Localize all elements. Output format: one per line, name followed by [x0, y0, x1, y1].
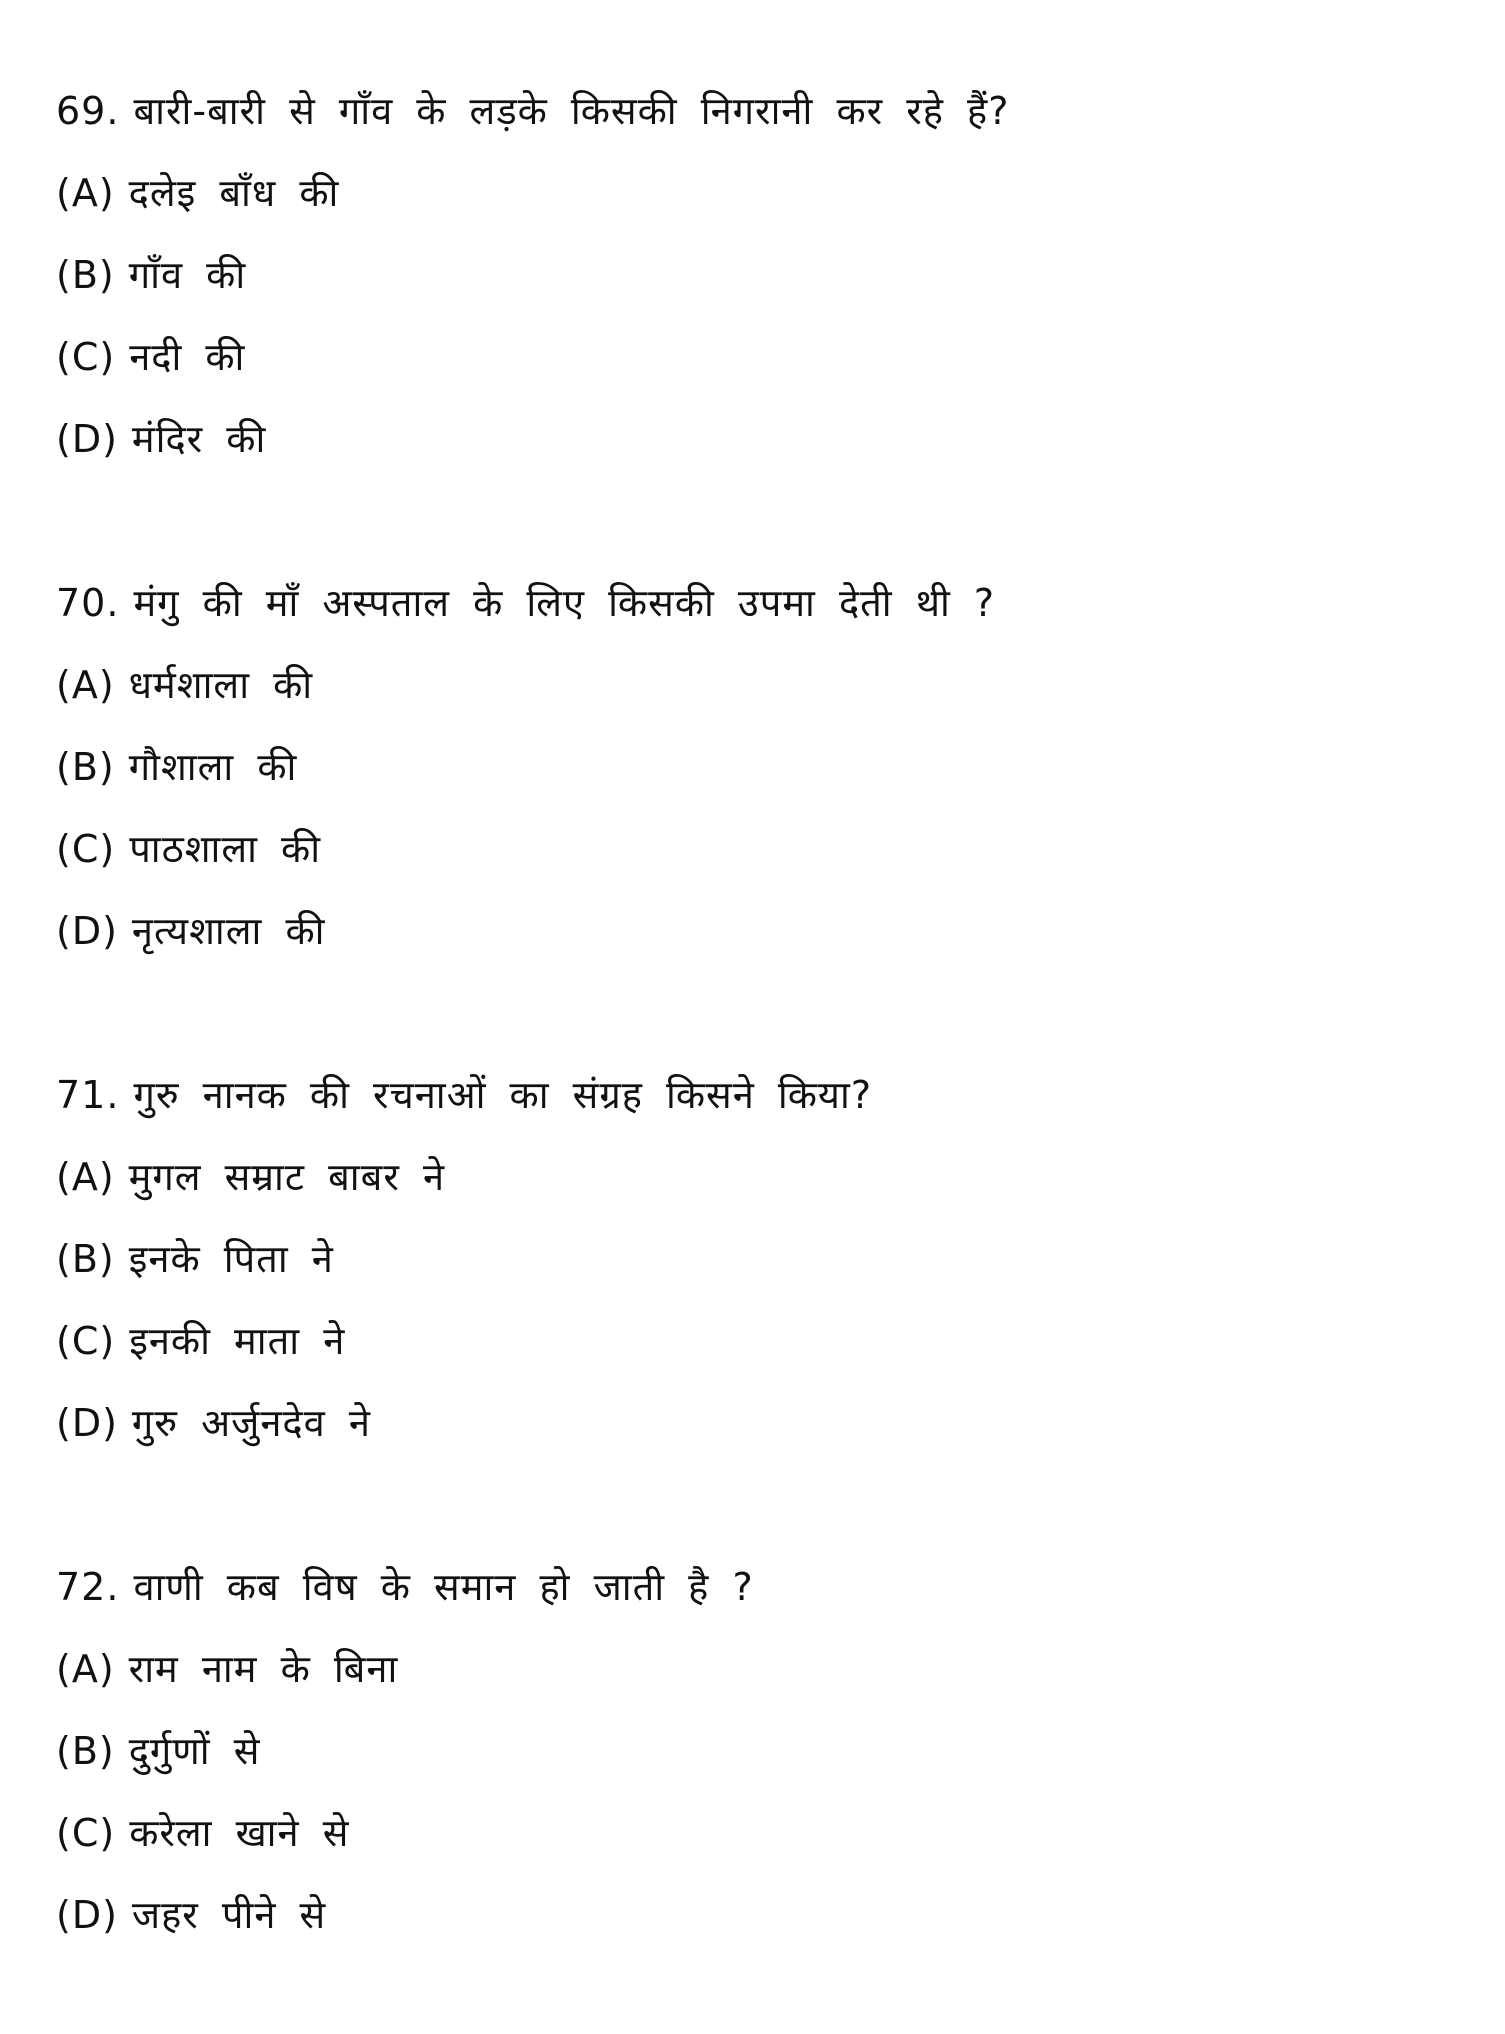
option-c [56, 808, 1505, 890]
question-text: वाणी कब विष के समान हो जाती है ? [133, 1565, 754, 1609]
option-letter: (A) [56, 171, 115, 215]
option-text: मुगल सम्राट बाबर ने [128, 1155, 446, 1199]
question-69 [56, 70, 1505, 480]
option-text: धर्मशाला की [128, 663, 314, 707]
option-d [56, 1874, 1505, 1956]
option-text: इनके पिता ने [128, 1237, 334, 1281]
option-a [56, 644, 1505, 726]
option-text: करेला खाने से [129, 1811, 350, 1855]
option-text: मंदिर की [131, 417, 267, 461]
option-letter: (A) [56, 1155, 115, 1199]
option-letter: (A) [56, 1647, 115, 1691]
option-c [56, 1300, 1505, 1382]
option-text: पाठशाला की [129, 827, 322, 871]
option-letter: (C) [56, 1319, 116, 1363]
option-text: गाँव की [128, 253, 247, 297]
question-number: 70. [56, 581, 120, 625]
option-letter: (D) [56, 1893, 118, 1937]
question-text: बारी-बारी से गाँव के लड़के किसकी निगरानी कर रहे हैं? [133, 89, 1010, 133]
option-c [56, 316, 1505, 398]
question-70 [56, 562, 1505, 972]
question-71 [56, 1054, 1505, 1464]
question-text-line [56, 1546, 1505, 1628]
option-b [56, 234, 1505, 316]
option-text: गौशाला की [128, 745, 298, 789]
option-letter: (B) [56, 745, 115, 789]
question-text-line [56, 562, 1505, 644]
option-text: गुरु अर्जुनदेव ने [131, 1401, 371, 1445]
option-letter: (C) [56, 827, 116, 871]
question-number: 69. [56, 89, 120, 133]
option-b [56, 1710, 1505, 1792]
option-text: नृत्यशाला की [131, 909, 326, 953]
question-number: 72. [56, 1565, 120, 1609]
option-text: नदी की [129, 335, 246, 379]
option-text: इनकी माता ने [129, 1319, 346, 1363]
option-text: जहर पीने से [131, 1893, 327, 1937]
option-letter: (B) [56, 1237, 115, 1281]
option-letter: (C) [56, 335, 116, 379]
option-d [56, 890, 1505, 972]
option-b [56, 1218, 1505, 1300]
question-text-line [56, 1054, 1505, 1136]
question-text-line [56, 70, 1505, 152]
question-72 [56, 1546, 1505, 1956]
option-letter: (D) [56, 1401, 118, 1445]
option-b [56, 726, 1505, 808]
question-number: 71. [56, 1073, 120, 1117]
option-text: राम नाम के बिना [128, 1647, 399, 1691]
option-d [56, 1382, 1505, 1464]
option-letter: (A) [56, 663, 115, 707]
question-text: मंगु की माँ अस्पताल के लिए किसकी उपमा देती थी ? [133, 581, 996, 625]
option-text: दुर्गुणों से [128, 1729, 261, 1773]
option-letter: (C) [56, 1811, 116, 1855]
option-letter: (D) [56, 417, 118, 461]
question-text: गुरु नानक की रचनाओं का संग्रह किसने किया? [133, 1073, 872, 1117]
option-c [56, 1792, 1505, 1874]
option-a [56, 152, 1505, 234]
option-d [56, 398, 1505, 480]
option-letter: (D) [56, 909, 118, 953]
option-a [56, 1628, 1505, 1710]
option-a [56, 1136, 1505, 1218]
option-text: दलेइ बाँध की [128, 171, 340, 215]
option-letter: (B) [56, 253, 115, 297]
option-letter: (B) [56, 1729, 115, 1773]
